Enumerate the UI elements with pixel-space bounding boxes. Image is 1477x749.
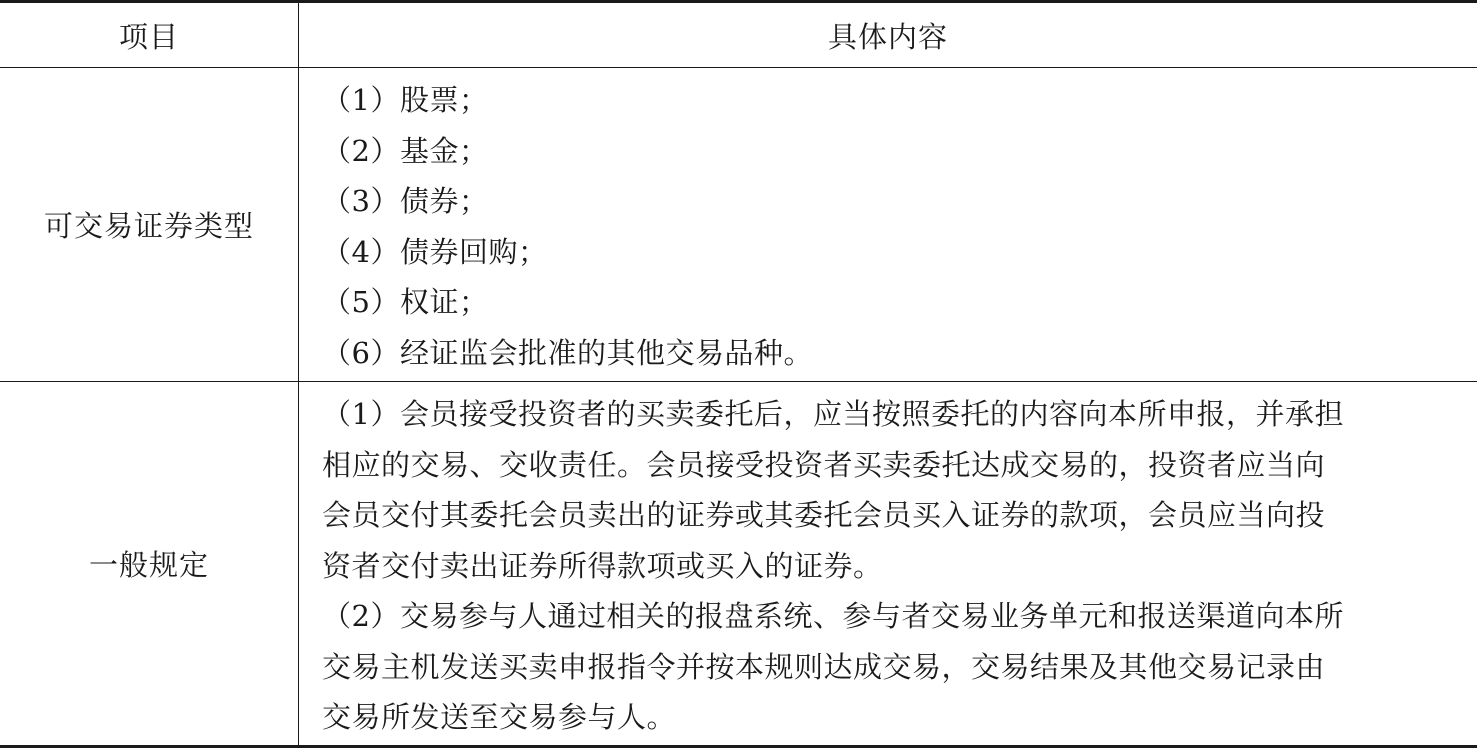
list-item: （2）基金； [322, 133, 489, 168]
list-item: （3）债券； [322, 184, 489, 218]
header-content-text: 具体内容 [827, 19, 948, 54]
row-label-text: 一般规定 [88, 548, 209, 582]
row-label-text: 可交易证券类型 [43, 209, 254, 243]
table-bottom-rule [0, 745, 1477, 748]
paragraph-line: 交易所发送至交易参与人。 [322, 700, 677, 734]
row-label-general-rules [0, 382, 298, 745]
column-divider [298, 2, 299, 746]
paragraph-line: （2）交易参与人通过相关的报盘系统、参与者交易业务单元和报送渠道向本所 [322, 599, 1344, 633]
header-content [299, 3, 1477, 67]
list-item: （5）权证； [322, 285, 489, 319]
paragraph-line: （1）会员接受投资者的买卖委托后，应当按照委托的内容向本所申报，并承担 [322, 397, 1344, 431]
row-content-general-rules [322, 389, 1462, 743]
row-content-security-types [322, 75, 1462, 378]
list-item: （4）债券回购； [322, 234, 548, 269]
paragraph-line: 交易主机发送买卖申报指令并按本规则达成交易，交易结果及其他交易记录由 [322, 649, 1326, 684]
header-item-text: 项目 [118, 19, 179, 54]
paragraph-line: 会员交付其委托会员卖出的证券或其委托会员买入证券的款项，会员应当向投 [322, 498, 1326, 532]
paragraph-line: 相应的交易、交收责任。会员接受投资者买卖委托达成交易的，投资者应当向 [322, 447, 1326, 482]
header-item [0, 3, 298, 67]
list-item: （1）股票； [322, 83, 489, 117]
paragraph-line: 资者交付卖出证券所得款项或买入的证券。 [322, 548, 883, 583]
row-label-security-types [0, 68, 298, 381]
list-item: （6）经证监会批准的其他交易品种。 [322, 335, 813, 370]
